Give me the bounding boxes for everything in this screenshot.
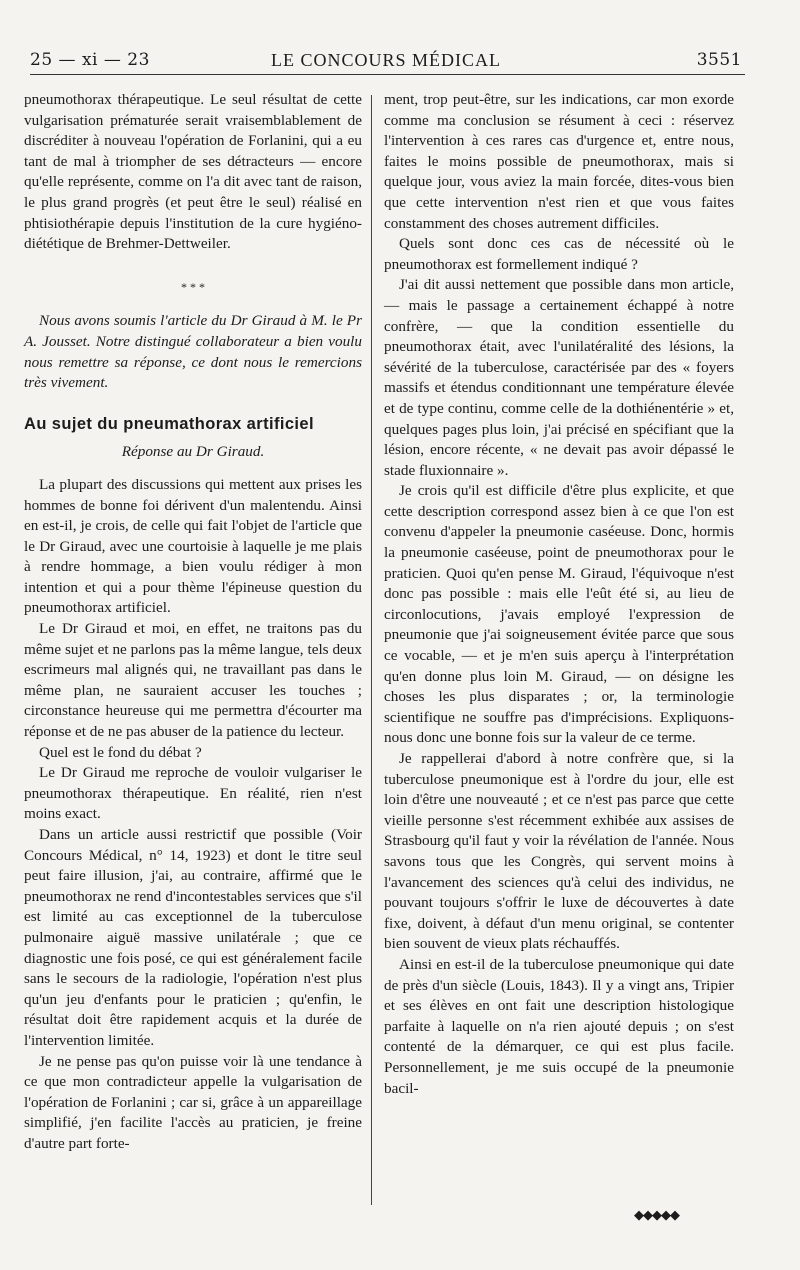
left-column: [24, 90, 362, 1155]
section-separator-stars: * * *: [181, 279, 205, 294]
body-paragraph: Quels sont donc ces cas de nécessité où le pneumothorax est formellement indiqué ?: [384, 235, 734, 273]
body-paragraph: Quel est le fond du débat ?: [39, 743, 202, 761]
body-paragraph: J'ai dit aussi nettement que possible dans mon article, — mais le passage a certainement échappé à notre confrère, — que la condition essentielle du pneumothorax était, avec l'unilatéralité des lésions, la sévérité de la tuberculose, caractérisée par des « foyers massifs et étendus conditionnant une température élevée et de type continu, comme celle de la dothiénentérie » et, quelques pages plus loin, j'ai précisé en spécifiant que la lésion, encore récente, « ne devait pas avoir dépassé le stade fluxionnaire ».: [384, 276, 734, 479]
page-number: 3551: [696, 50, 742, 70]
header-rule: [30, 74, 745, 75]
body-paragraph: Je ne pense pas qu'on puisse voir là une tendance à ce que mon contradicteur appelle la vulgarisation de l'opération de Forlanini ; car si, grâce à un appareillage simplifié, j'en facilite l'accès au praticien, je freine d'autre part forte-: [24, 1052, 362, 1152]
running-header: [30, 50, 742, 72]
body-paragraph: Le Dr Giraud me reproche de vouloir vulgariser le pneumothorax thérapeutique. En réalité, rien n'est moins exact.: [24, 764, 362, 823]
article-title: Au sujet du pneumathorax artificiel: [24, 414, 314, 433]
journal-title: LE CONCOURS MÉDICAL: [270, 50, 501, 70]
body-paragraph: Ainsi en est-il de la tuberculose pneumonique qui date de près d'un siècle (Louis, 1843). Il y a vingt ans, Tripier et ses élèves en ont fait une description histologique parfaite à laquelle on n'a rien ajouté depuis ; on s'est contenté de la démarquer, ce qui est plus facile. Personnellement, je me suis occupé de la pneumonie bacil-: [384, 955, 734, 1097]
column-divider: [371, 95, 372, 1205]
body-paragraph: Je crois qu'il est difficile d'être plus explicite, et que cette description correspond assez bien à ce que l'on est convenu d'appeler la pneumonie caséeuse. Donc, hormis la pneumonie caséeuse, point de pneumothorax pour le praticien. Quoi qu'en pense M. Giraud, l'équivoque n'est donc pas possible : mais elle l'eût été si, au lieu de circonlocutions, j'avais employé l'expression de pneumonie que j'ai soigneusement évitée parce que sous ce vocable, — et je m'en suis aperçu à l'interprétation qu'en donne plus loin M. Giraud, — on désigne les choses les plus disparates ; or, la terminologie scientifique ne souffre pas d'imprécisions. Expliquons-nous donc une bonne fois sur la valeur de ce terme.: [384, 482, 734, 747]
body-paragraph: Dans un article aussi restrictif que possible (Voir Concours Médical, n° 14, 1923) et dont le titre seul peut faire illusion, j'ai, au contraire, affirmé que le pneumothorax ne rend d'incontestables services que s'il est limité au cas exceptionnel de la tuberculose pulmonaire aiguë massive unilatérale ; que ce diagnostic une fois posé, ce qui est généralement facile sans le secours de la radiologie, l'opération n'est plus qu'un jeu d'enfants pour le praticien ; qu'enfin, le résultat doit être rapidement acquis et la durée de l'intervention limitée.: [24, 826, 362, 1049]
header-date: 25 — xi — 23: [30, 50, 150, 70]
right-column: [384, 90, 734, 1099]
intro-paragraph: pneumothorax thérapeutique. Le seul résultat de cette vulgarisation prématurée serait vraisemblablement de discréditer à nouveau l'opération de Forlanini, qui a eu tant de mal à triompher de ses détracteurs — encore qu'elle représente, comme on l'a dit avec tant de raison, le plus grand progrès (et peut être le seul) réalisé en phtisiothérapie depuis l'institution de la cure hygiéno-diététique de Brehmer-Dettweiler.: [24, 91, 362, 253]
article-subtitle: Réponse au Dr Giraud.: [121, 443, 265, 461]
editor-note: Nous avons soumis l'article du Dr Giraud à M. le Pr A. Jousset. Notre distingué collaborateur a bien voulu nous remettre sa réponse, ce dont nous le remercions très vivement.: [24, 312, 362, 392]
body-paragraph: Le Dr Giraud et moi, en effet, ne traitons pas du même sujet et ne parlons pas la même langue, tels deux escrimeurs mal alignés qui, ne travaillant pas dans le même plan, ne sauraient accuser les touches ; circonstance heureuse qui me permettra d'écourter ma réponse et de ne pas abuser de la patience du lecteur.: [24, 620, 362, 741]
body-paragraph: ment, trop peut-être, sur les indications, car mon exorde comme ma conclusion se résument à ceci : réservez l'intervention à ces rares cas d'urgence et, entre nous, faites le moins possible de pneumothorax, mais si quelque jour, vous aviez la main forcée, dites-vous bien que cette intervention n'est rien et que vous faites constamment des choses autrement difficiles.: [384, 91, 734, 232]
body-paragraph: Je rappellerai d'abord à notre confrère que, si la tuberculose pneumonique est à l'ordre du jour, elle est loin d'être une nouveauté ; et ce n'est pas parce que cette vieille personne s'est récemment exhibée aux assises de Strasbourg qu'il faut y voir la révélation de l'année. Nous savons tous que les Congrès, qui servent moins à l'avancement des sciences qu'à celui des individus, ne pouvant toujours s'offrir le luxe de découvertes à date fixe, doivent, à défaut d'un menu original, se contenter bien souvent de vieux plats réchauffés.: [384, 750, 734, 953]
end-ornament: ◆◆◆◆◆: [634, 1208, 679, 1223]
body-paragraph: La plupart des discussions qui mettent aux prises les hommes de bonne foi dérivent d'un malentendu. Ainsi en est-il, je crois, de celle qui fait l'objet de l'article que le Dr Giraud, avec une courtoisie à laquelle je me plais à rendre hommage, a bien voulu rédiger à mon intention et qui a pour thème l'épineuse question du pneumothorax artificiel.: [24, 475, 362, 617]
